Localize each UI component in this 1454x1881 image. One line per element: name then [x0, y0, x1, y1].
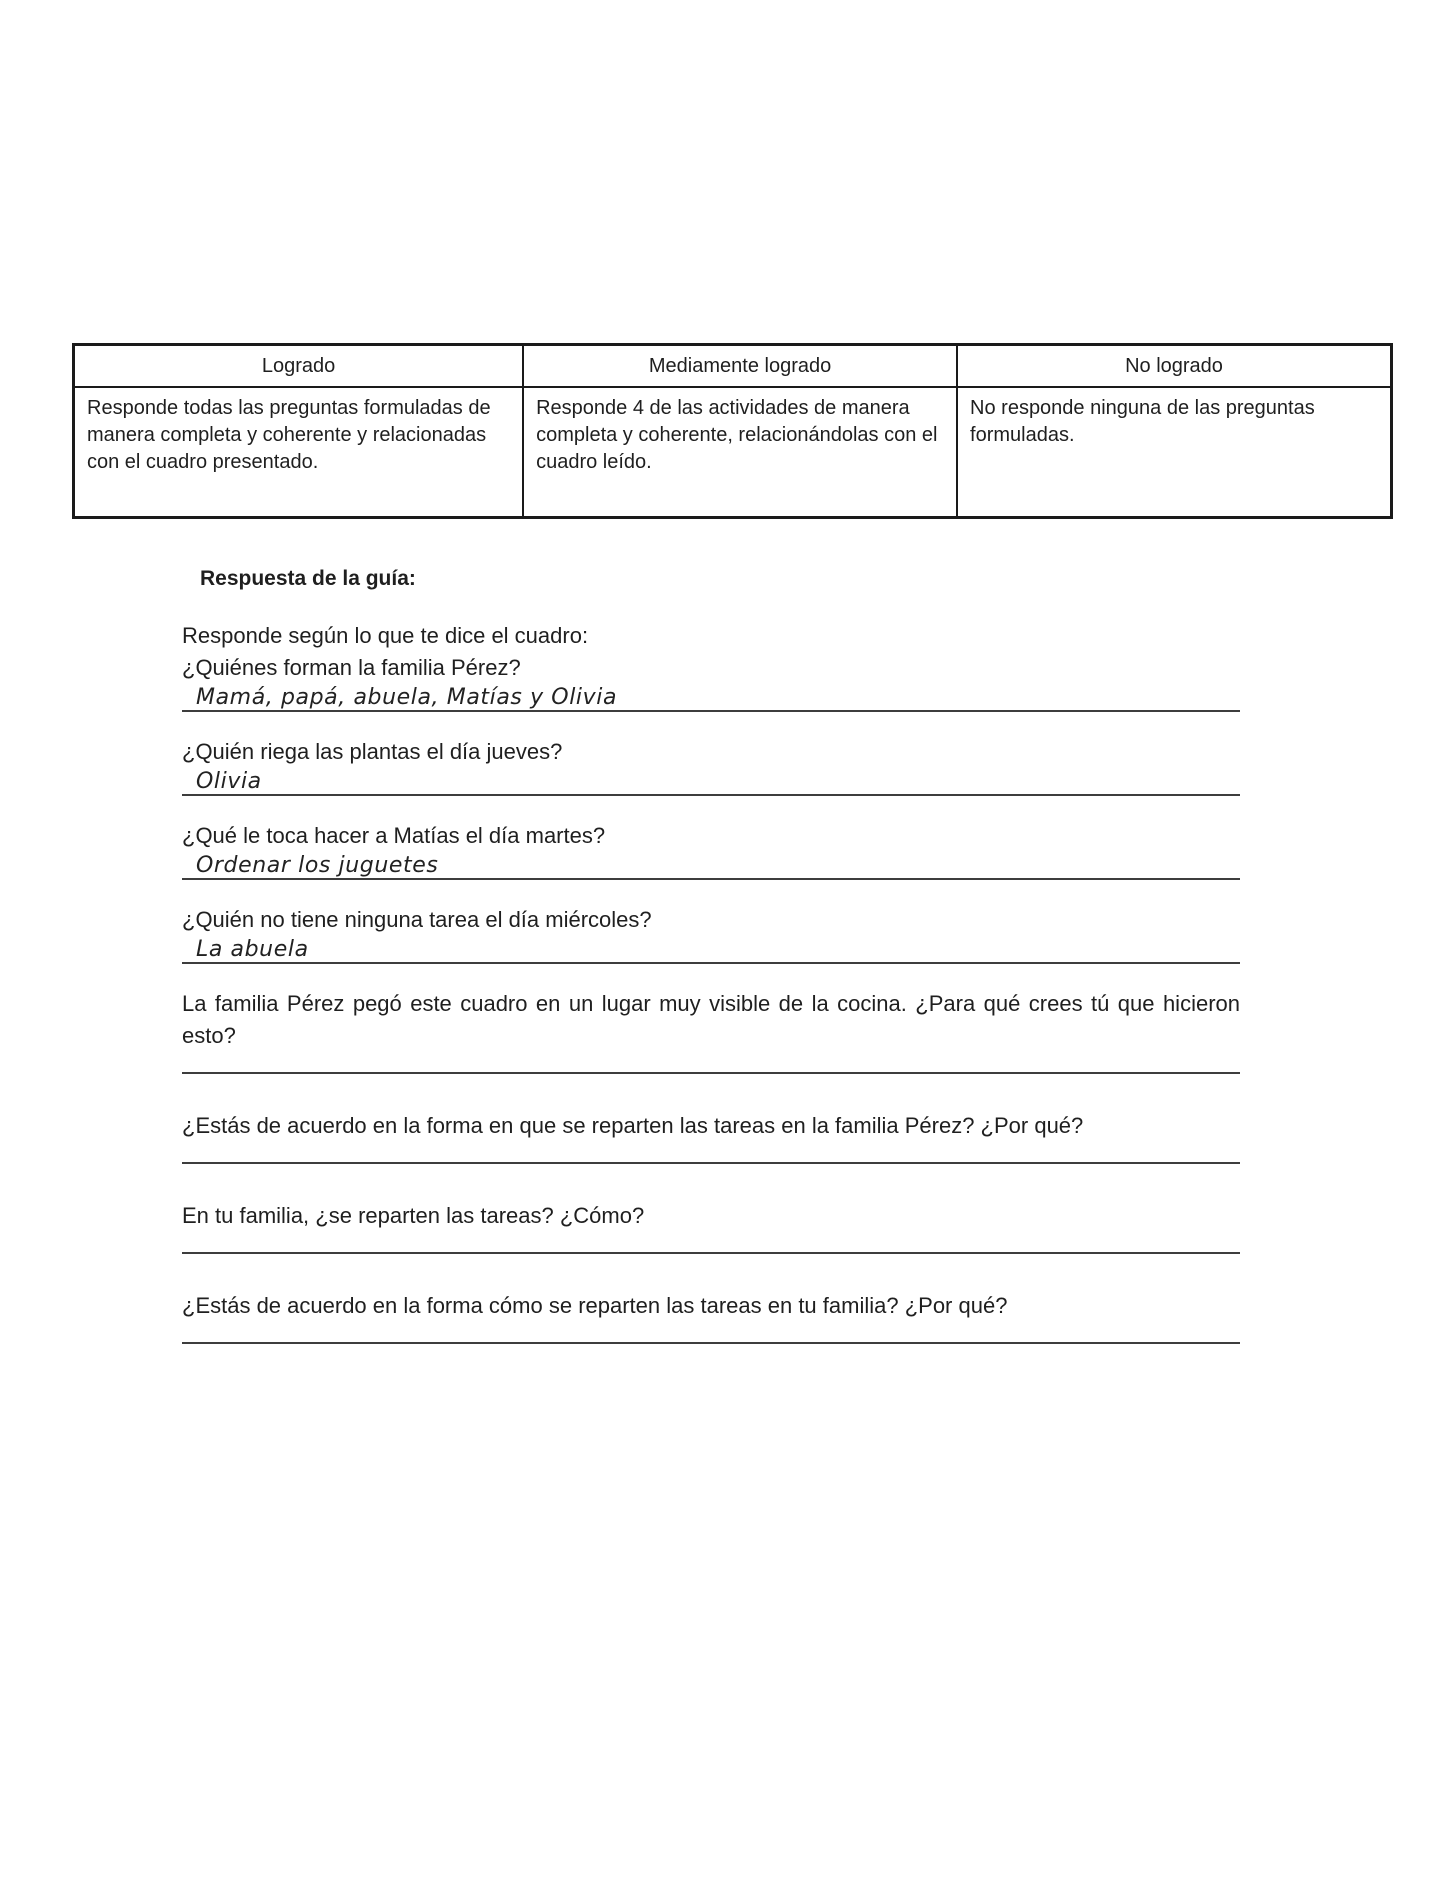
- handwritten-answer-2: Olivia: [196, 769, 262, 794]
- handwritten-answer-3: Ordenar los juguetes: [196, 853, 439, 878]
- answer-key-heading: Respuesta de la guía:: [200, 567, 416, 590]
- question-block-8: [182, 1290, 1240, 1344]
- question-text-7: En tu familia, ¿se reparten las tareas? ¿Cómo?: [182, 1203, 645, 1228]
- answer-line-5: [182, 1054, 1240, 1074]
- rubric-column-no-logrado: [956, 346, 1390, 516]
- answer-line-3: [182, 854, 1240, 880]
- answer-line-1: [182, 686, 1240, 712]
- rubric-header-mediamente-logrado: Mediamente logrado: [524, 346, 956, 388]
- question-text-2: ¿Quién riega las plantas el día jueves?: [182, 739, 563, 764]
- rubric-description-no-logrado: No responde ninguna de las preguntas formuladas.: [970, 397, 1315, 446]
- handwritten-answer-4: La abuela: [196, 937, 309, 962]
- question-block-3: [182, 820, 1240, 880]
- rubric-description-logrado: Responde todas las preguntas formuladas de manera completa y coherente y relacionadas con el cuadro presentado.: [87, 397, 491, 473]
- question-text-4: ¿Quién no tiene ninguna tarea el día miércoles?: [182, 907, 652, 932]
- rubric-column-logrado: [75, 346, 522, 516]
- question-text-1: ¿Quiénes forman la familia Pérez?: [182, 655, 521, 680]
- question-block-7: [182, 1200, 1240, 1254]
- question-text-8: ¿Estás de acuerdo en la forma cómo se reparten las tareas en tu familia? ¿Por qué?: [182, 1293, 1008, 1318]
- question-text-3: ¿Qué le toca hacer a Matías el día martes?: [182, 823, 606, 848]
- handwritten-answer-1: Mamá, papá, abuela, Matías y Olivia: [196, 685, 618, 710]
- rubric-table: [72, 343, 1393, 519]
- answer-line-7: [182, 1234, 1240, 1254]
- answer-line-4: [182, 938, 1240, 964]
- rubric-header-no-logrado: No logrado: [958, 346, 1390, 388]
- question-block-4: [182, 904, 1240, 964]
- question-block-5: [182, 988, 1240, 1074]
- intro-line: Responde según lo que te dice el cuadro:: [182, 623, 589, 648]
- answer-line-6: [182, 1144, 1240, 1164]
- question-block-6: [182, 1110, 1240, 1164]
- rubric-description-mediamente-logrado: Responde 4 de las actividades de manera completa y coherente, relacionándolas con el cuadro leído.: [536, 397, 938, 473]
- question-block-2: [182, 736, 1240, 796]
- questions-section: [182, 620, 1240, 1380]
- answer-line-8: [182, 1324, 1240, 1344]
- question-text-5: La familia Pérez pegó este cuadro en un lugar muy visible de la cocina. ¿Para qué crees tú que hicieron esto?: [182, 991, 1240, 1048]
- question-block-1: [182, 620, 1240, 712]
- rubric-header-logrado: Logrado: [75, 346, 522, 388]
- question-text-6: ¿Estás de acuerdo en la forma en que se reparten las tareas en la familia Pérez? ¿Por qué?: [182, 1113, 1084, 1138]
- rubric-column-mediamente-logrado: [522, 346, 956, 516]
- answer-line-2: [182, 770, 1240, 796]
